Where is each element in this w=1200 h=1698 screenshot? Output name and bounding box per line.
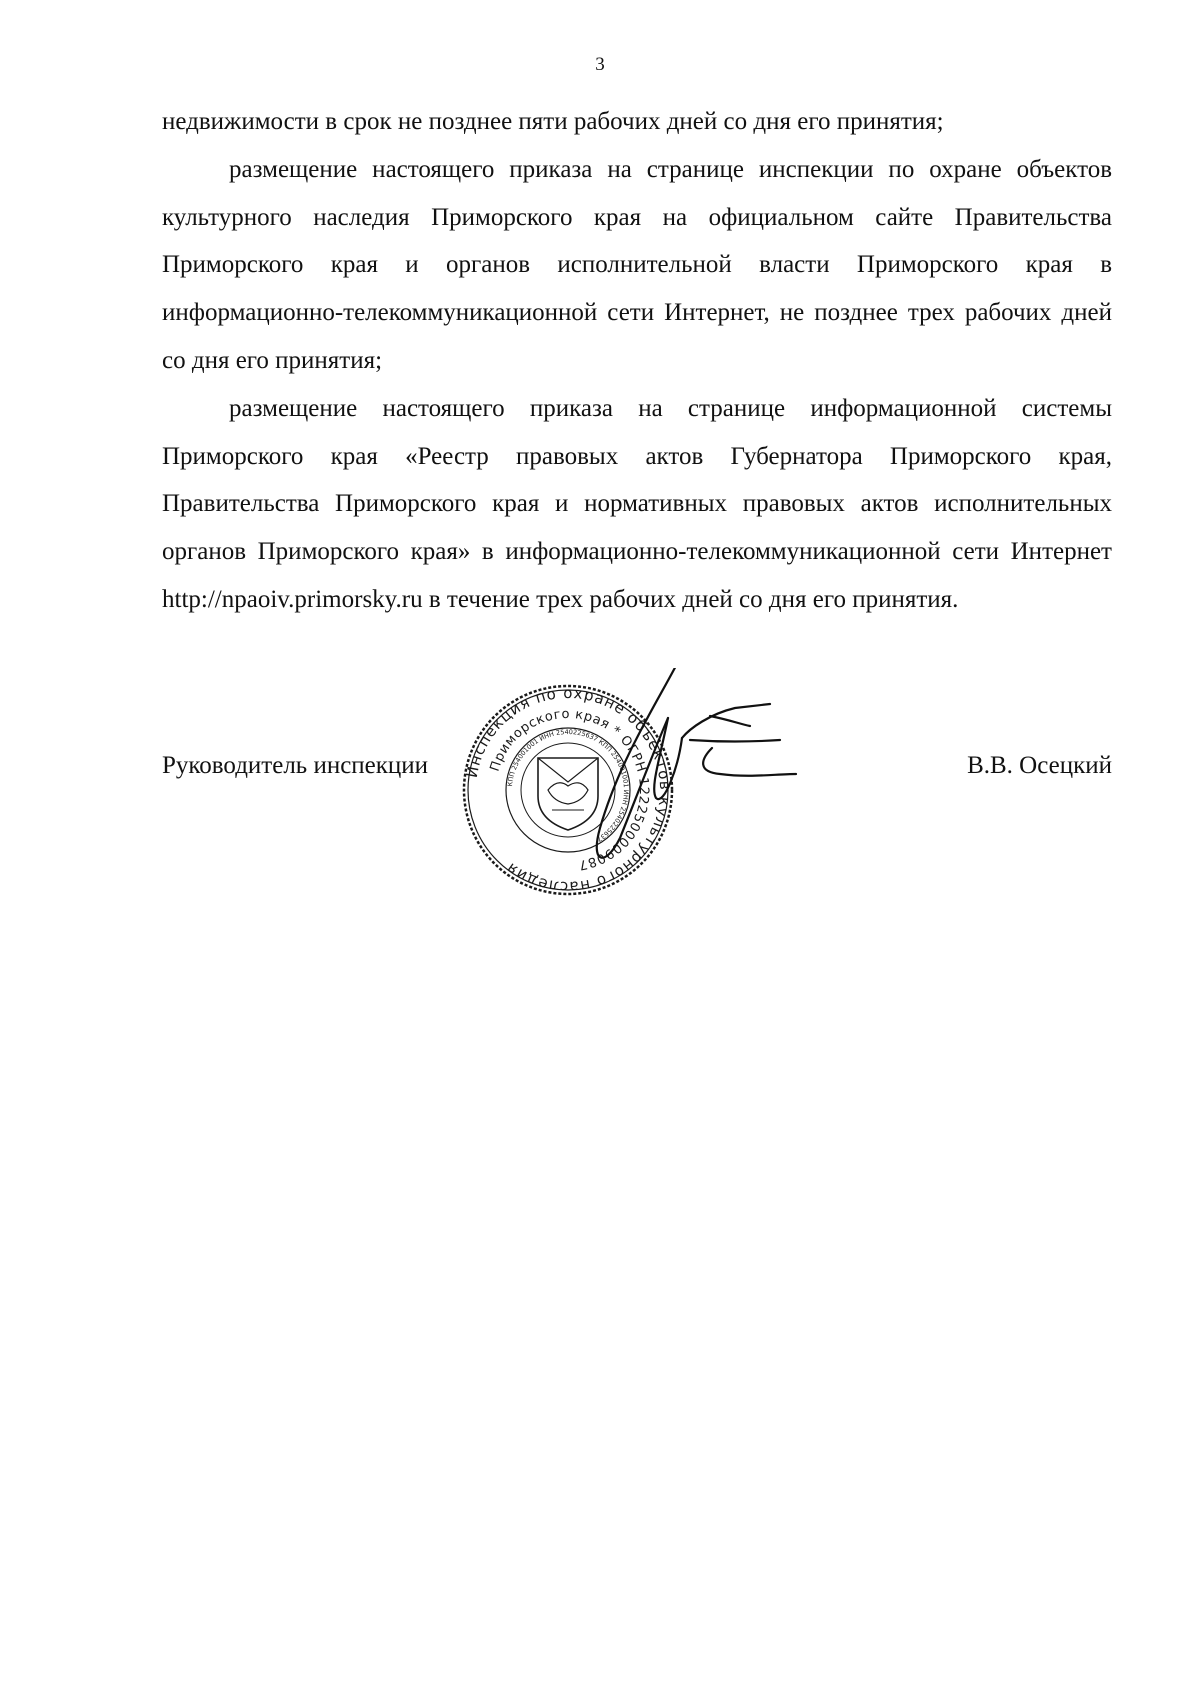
paragraph-official-site: размещение настоящего приказа на странице инспекции по охране объектов культурного наследия Приморского края на официальном сайте Правительства Приморского края и органов исполнительной власти Приморского края в информационно-телекоммуникационной сети Интернет, не позднее трех рабочих дней со дня его принятия; [162, 155, 1112, 374]
svg-text:Приморского края * ОГРН 122250: Приморского края * ОГРН 1222500009087 [487, 706, 652, 873]
page-number: 3 [595, 54, 605, 75]
signer-name: В.В. Осецкий [967, 752, 1112, 779]
signer-position: Руководитель инспекции [162, 752, 429, 779]
svg-text:Инспекция по охране объектов к: Инспекция по охране объектов культурного наследия [462, 683, 675, 897]
paragraph-legal-registry: размещение настоящего приказа на странице информационной системы Приморского края «Реестр правовых актов Губернатора Приморского края, Правительства Приморского края и нормативных правовых актов исполнительных органов Приморского края» в информационно-телекоммуникационной сети Интернет http://npaoiv.primorsky.ru в течение трех рабочих дней со дня его принятия. [162, 394, 1112, 613]
handwritten-signature-icon [560, 668, 860, 908]
document-body [162, 98, 1112, 624]
paragraph-continuation: недвижимости в срок не позднее пяти рабочих дней со дня его принятия; [162, 108, 944, 135]
svg-text:КПП 254001001 ИНН 2540225637 К: КПП 254001001 ИНН 2540225637 КПП 254001001 ИНН 2540225637 [506, 727, 631, 844]
